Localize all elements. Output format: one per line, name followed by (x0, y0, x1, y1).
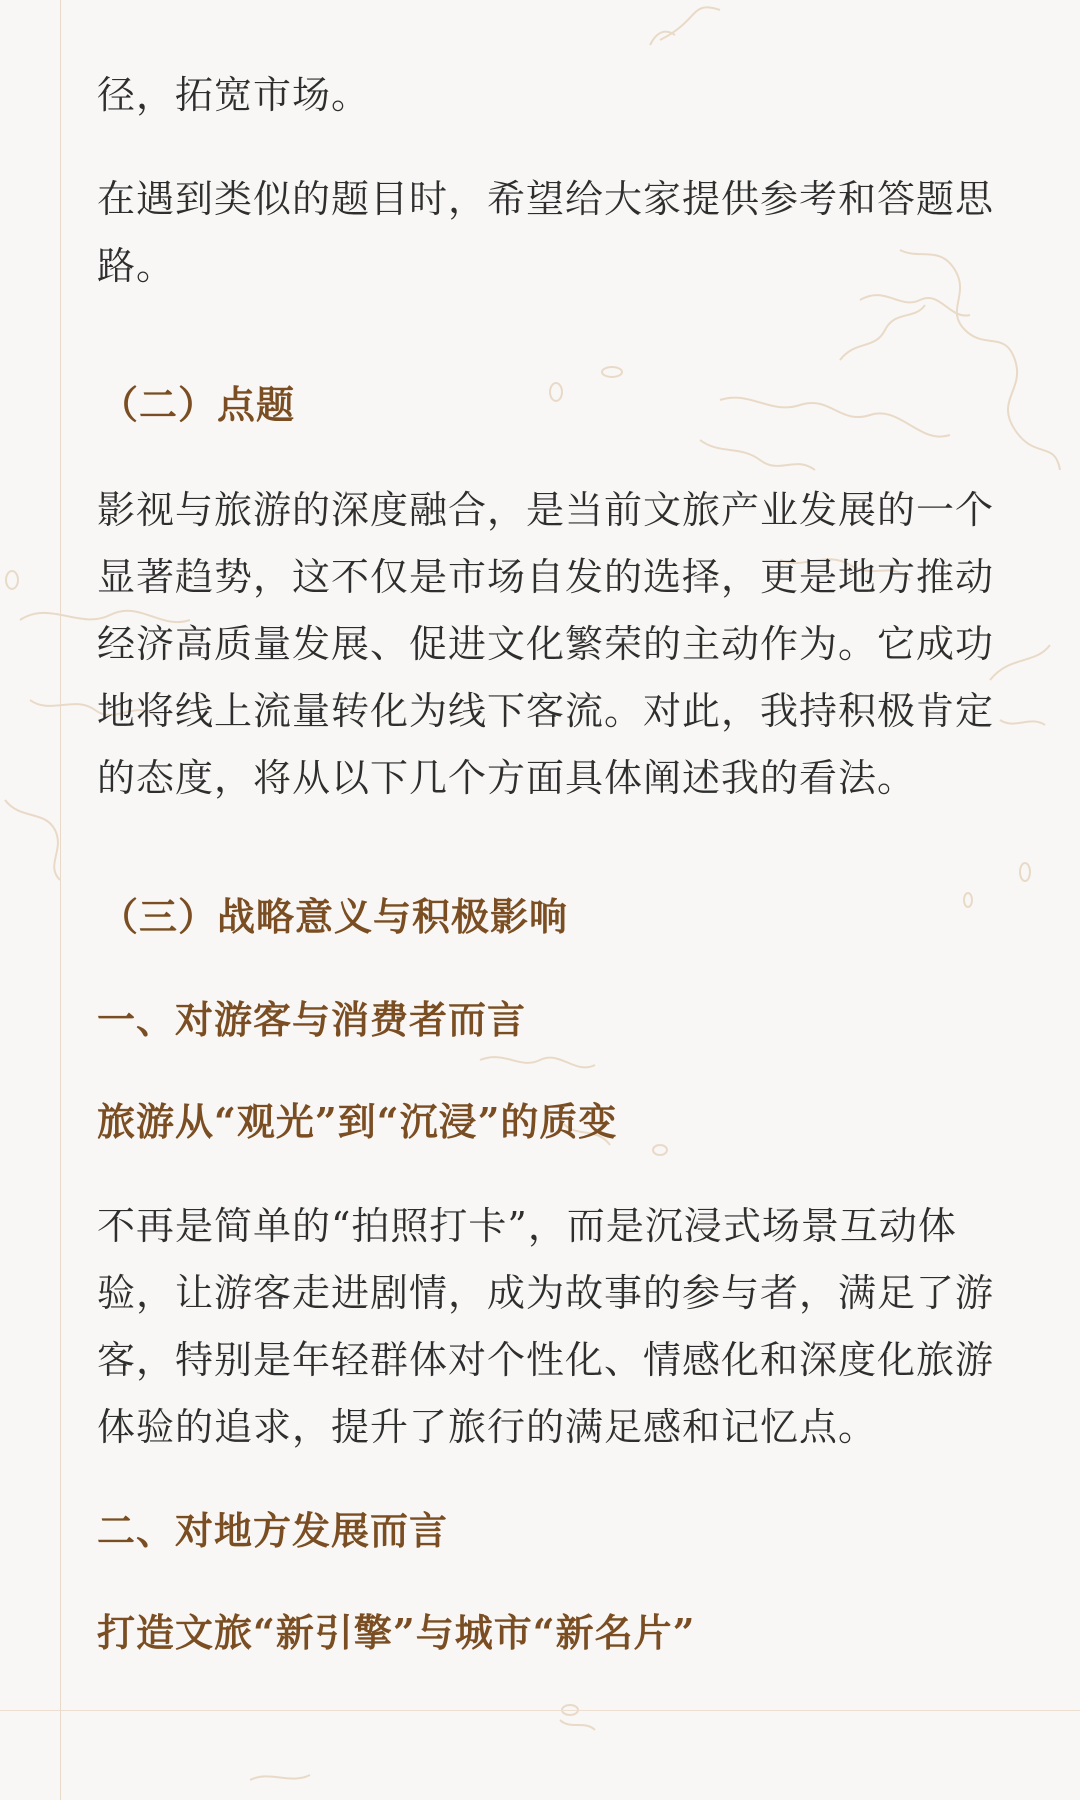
heading-local-subtitle: 打造文旅“新引擎”与城市“新名片” (97, 1610, 696, 1655)
heading-strategy: （三）战略意义与积极影响 (100, 894, 569, 939)
heading-local: 二、对地方发展而言 (97, 1508, 449, 1553)
bottom-rule (0, 1710, 1080, 1711)
left-margin-line (60, 0, 61, 1800)
paragraph-tourists-body: 不再是简单的“拍照打卡”，而是沉浸式场景互动体验，让游客走进剧情，成为故事的参与者，满足了游客，特别是年轻群体对个性化、情感化和深度化旅游体验的追求，提升了旅行的满足感和记忆点。 (97, 1204, 995, 1449)
heading-tourists: 一、对游客与消费者而言 (97, 997, 527, 1042)
paragraph-reference-note: 在遇到类似的题目时，希望给大家提供参考和答题思路。 (97, 177, 995, 288)
paragraph-intro-end: 径，拓宽市场。 (97, 73, 371, 117)
paragraph-point-body: 影视与旅游的深度融合，是当前文旅产业发展的一个显著趋势，这不仅是市场自发的选择，更是地方推动经济高质量发展、促进文化繁荣的主动作为。它成功地将线上流量转化为线下客流。对此，我持积极肯定的态度，将从以下几个方面具体阐述我的看法。 (97, 488, 995, 800)
heading-point: （二）点题 (100, 382, 296, 427)
heading-tourists-subtitle: 旅游从“观光”到“沉浸”的质变 (97, 1099, 618, 1144)
